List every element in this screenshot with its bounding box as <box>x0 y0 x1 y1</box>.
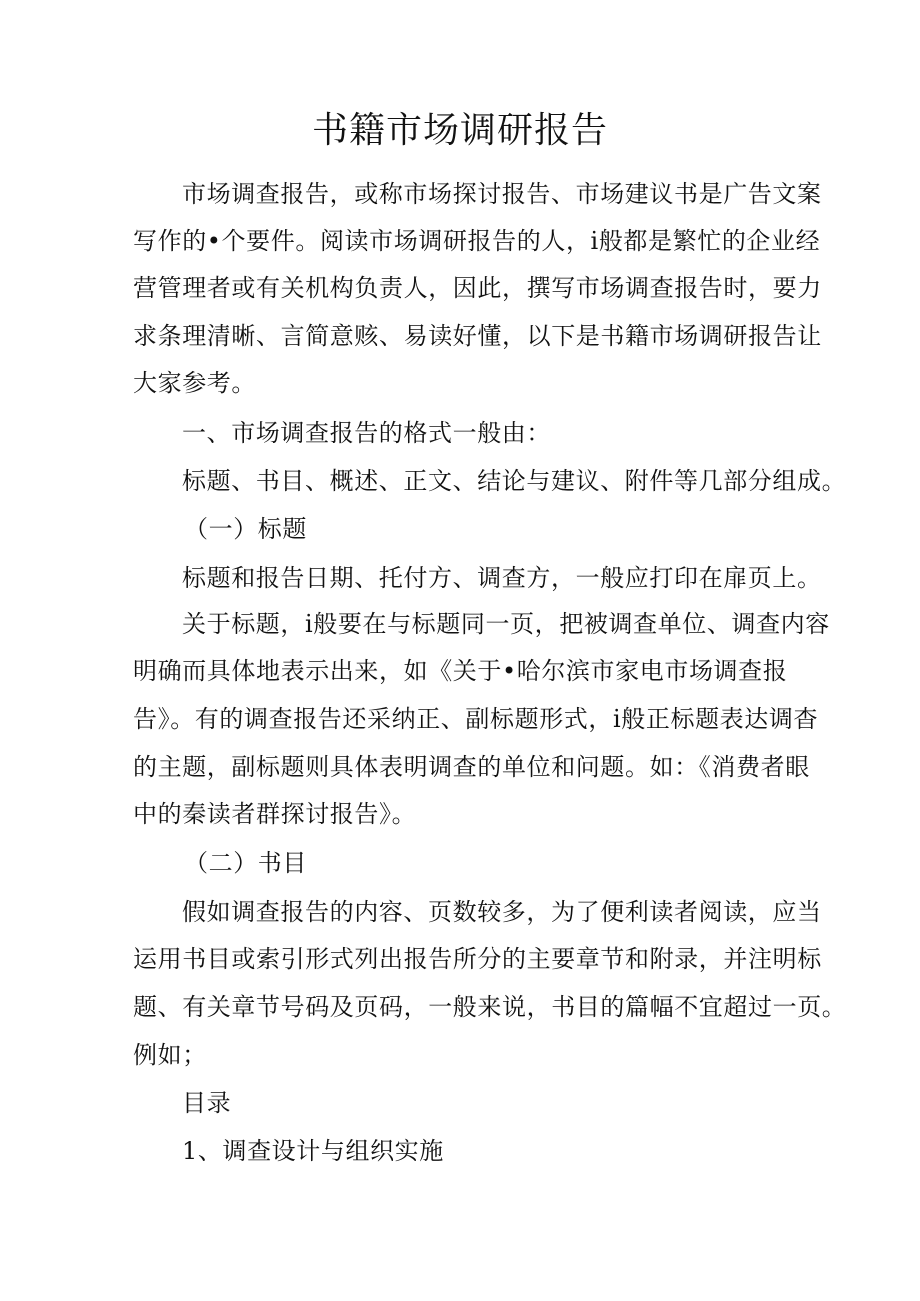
paragraph-line: 告》。有的调查报告还采纳正、副标题形式，i般正标题表达调杳 <box>133 705 819 733</box>
paragraph-line: 明确而具体地表示出来，如《关于•哈尔滨市家电市场调查报 <box>133 657 788 685</box>
paragraph-line: 营管理者或有关机构负责人，因此，撰写市场调查报告时，要力 <box>133 274 822 302</box>
paragraph-line: 例如； <box>133 1041 207 1069</box>
paragraph-line: 大家参考。 <box>133 369 256 397</box>
paragraph-line: 关于标题，i般要在与标题同一页，把被调查单位、调查内容 <box>182 610 830 638</box>
paragraph-line: 假如调查报告的内容、页数较多，为了便利读者阅读，应当 <box>182 898 822 926</box>
paragraph-line: 运用书目或索引形式列出报告所分的主要章节和附录，并注明标 <box>133 945 822 973</box>
paragraph-line: 标题和报告日期、托付方、调查方，一般应打印在扉页上。 <box>182 564 822 592</box>
paragraph-line: 求条理清晰、言简意赅、易读好懂，以下是书籍市场调研报告让 <box>133 322 822 350</box>
subsection-heading: （一）标题 <box>184 515 307 543</box>
subsection-heading: （二）书目 <box>184 849 307 877</box>
paragraph-line: 中的秦读者群探讨报告》。 <box>133 800 417 828</box>
paragraph-line: 的主题，副标题则具体表明调查的单位和问题。如：《消费者眼 <box>133 753 810 781</box>
toc-heading: 目录 <box>182 1089 232 1117</box>
document-title: 书籍市场调研报告 <box>311 110 608 151</box>
toc-item: 1、调查设计与组织实施 <box>182 1137 444 1165</box>
section-heading: 一、市场调查报告的格式一般由： <box>182 419 551 447</box>
paragraph-line: 市场调查报告，或称市场探讨报告、市场建议书是广告文案 <box>182 180 822 208</box>
paragraph-line: 标题、书目、概述、正文、结论与建议、附件等几部分组成。 <box>182 467 847 495</box>
paragraph-line: 题、有关章节号码及页码，一般来说，书目的篇幅不宜超过一页。 <box>133 993 847 1021</box>
paragraph-line: 写作的•个要件。阅读市场调研报告的人，i般都是繁忙的企业经 <box>133 227 821 255</box>
